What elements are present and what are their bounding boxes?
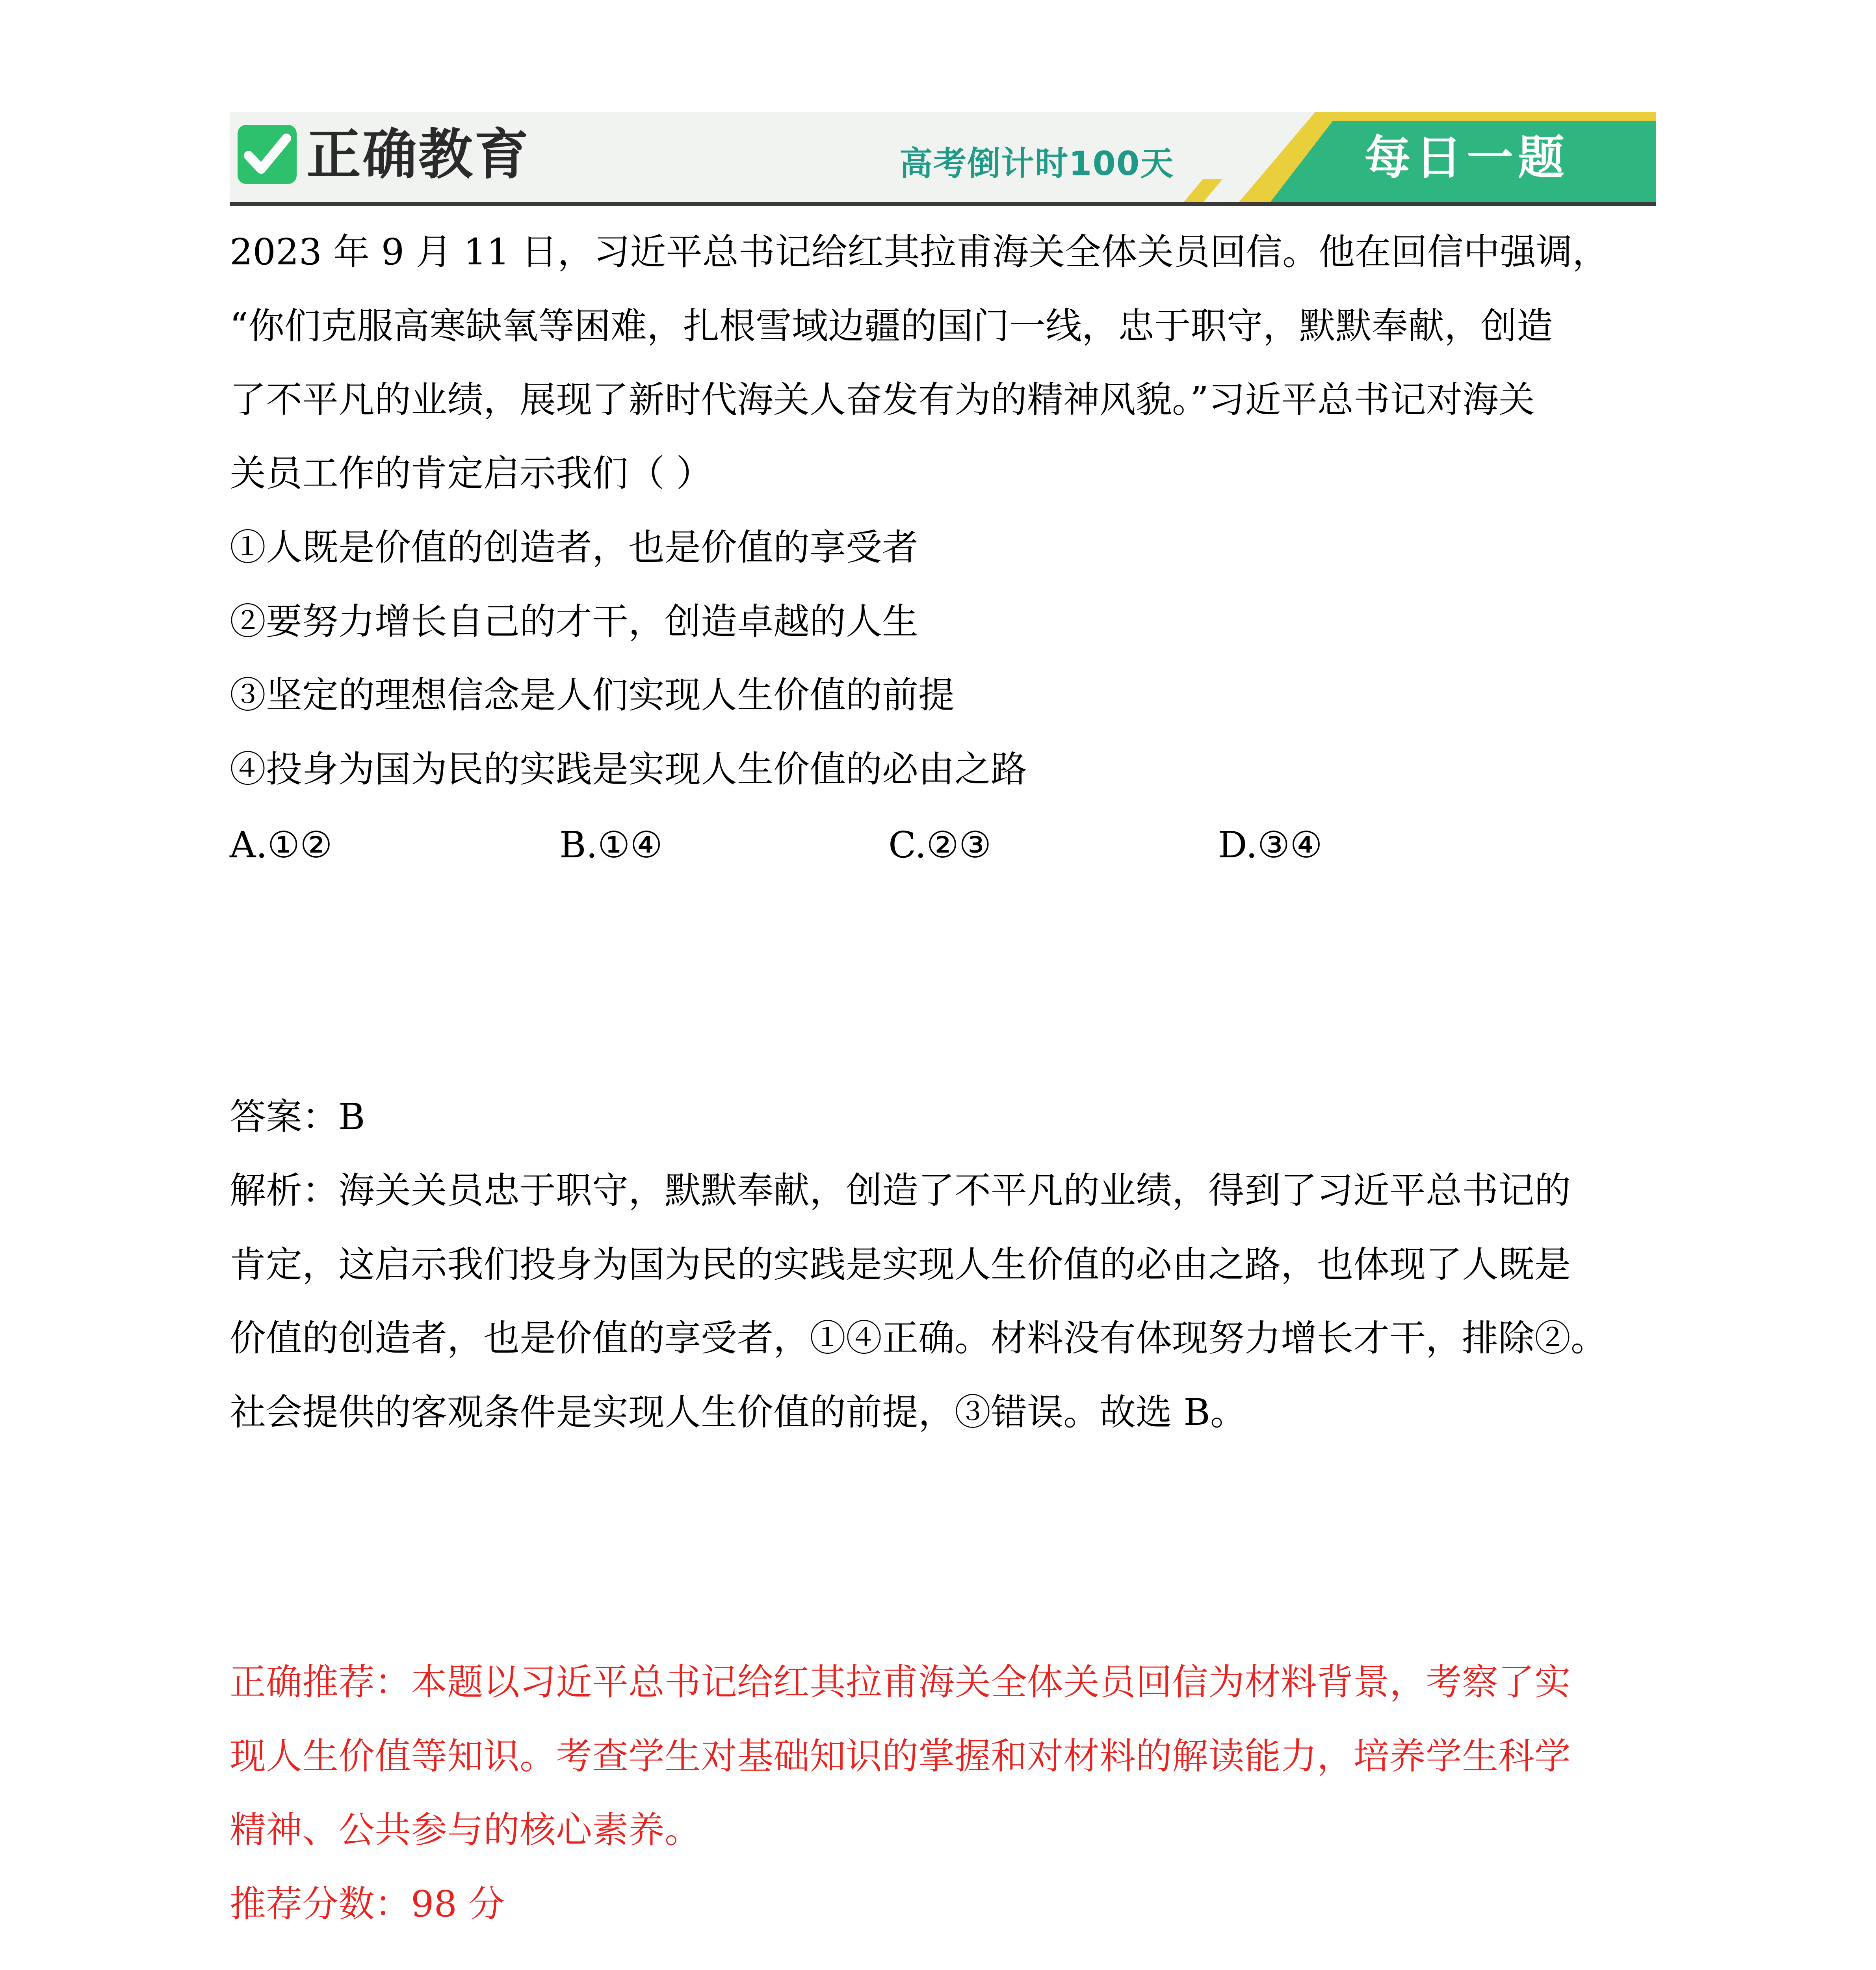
header-banner [230, 112, 1656, 203]
answer-line: 答案：B [230, 1096, 365, 1138]
header-divider [230, 202, 1656, 206]
statement-3: ③坚定的理想信念是人们实现人生价值的前提 [230, 674, 955, 716]
analysis-line: 社会提供的客观条件是实现人生价值的前提，③错误。故选 B。 [230, 1391, 1246, 1433]
daily-question-label: 每日一题 [1364, 130, 1570, 185]
analysis-line: 解析：海关关员忠于职守，默默奉献，创造了不平凡的业绩，得到了习近平总书记的 [230, 1169, 1571, 1212]
recommend-line: 正确推荐：本题以习近平总书记给红其拉甫海关全体关员回信为材料背景，考察了实 [230, 1661, 1571, 1703]
recommend-line: 现人生价值等知识。考查学生对基础知识的掌握和对材料的解读能力，培养学生科学 [230, 1735, 1571, 1777]
recommend-score: 推荐分数：98 分 [230, 1883, 505, 1925]
checkmark-icon [238, 125, 297, 184]
question-line: 了不平凡的业绩，展现了新时代海关人奋发有为的精神风貌。”习近平总书记对海关 [230, 379, 1535, 421]
analysis-line: 肯定，这启示我们投身为国为民的实践是实现人生价值的必由之路，也体现了人既是 [230, 1243, 1571, 1286]
option-d: D.③④ [1218, 824, 1322, 866]
question-line: “你们克服高寒缺氧等困难，扎根雪域边疆的国门一线，忠于职守，默默奉献，创造 [230, 305, 1553, 347]
recommend-line: 精神、公共参与的核心素养。 [230, 1809, 701, 1851]
option-b: B.①④ [559, 824, 663, 866]
question-line: 关员工作的肯定启示我们（ ） [230, 452, 713, 494]
analysis-line: 价值的创造者，也是价值的享受者，①④正确。材料没有体现努力增长才干，排除②。 [230, 1317, 1607, 1359]
statement-4: ④投身为国为民的实践是实现人生价值的必由之路 [230, 748, 1027, 790]
statement-1: ①人既是价值的创造者，也是价值的享受者 [230, 526, 919, 569]
option-a: A.①② [230, 824, 332, 866]
question-line: 2023 年 9 月 11 日，习近平总书记给红其拉甫海关全体关员回信。他在回信中强调， [230, 231, 1609, 273]
option-c: C.②③ [888, 824, 992, 866]
brand-logo-text: 正确教育 [306, 123, 531, 186]
statement-2: ②要努力增长自己的才干，创造卓越的人生 [230, 600, 919, 643]
exam-countdown: 高考倒计时100天 [899, 144, 1174, 183]
